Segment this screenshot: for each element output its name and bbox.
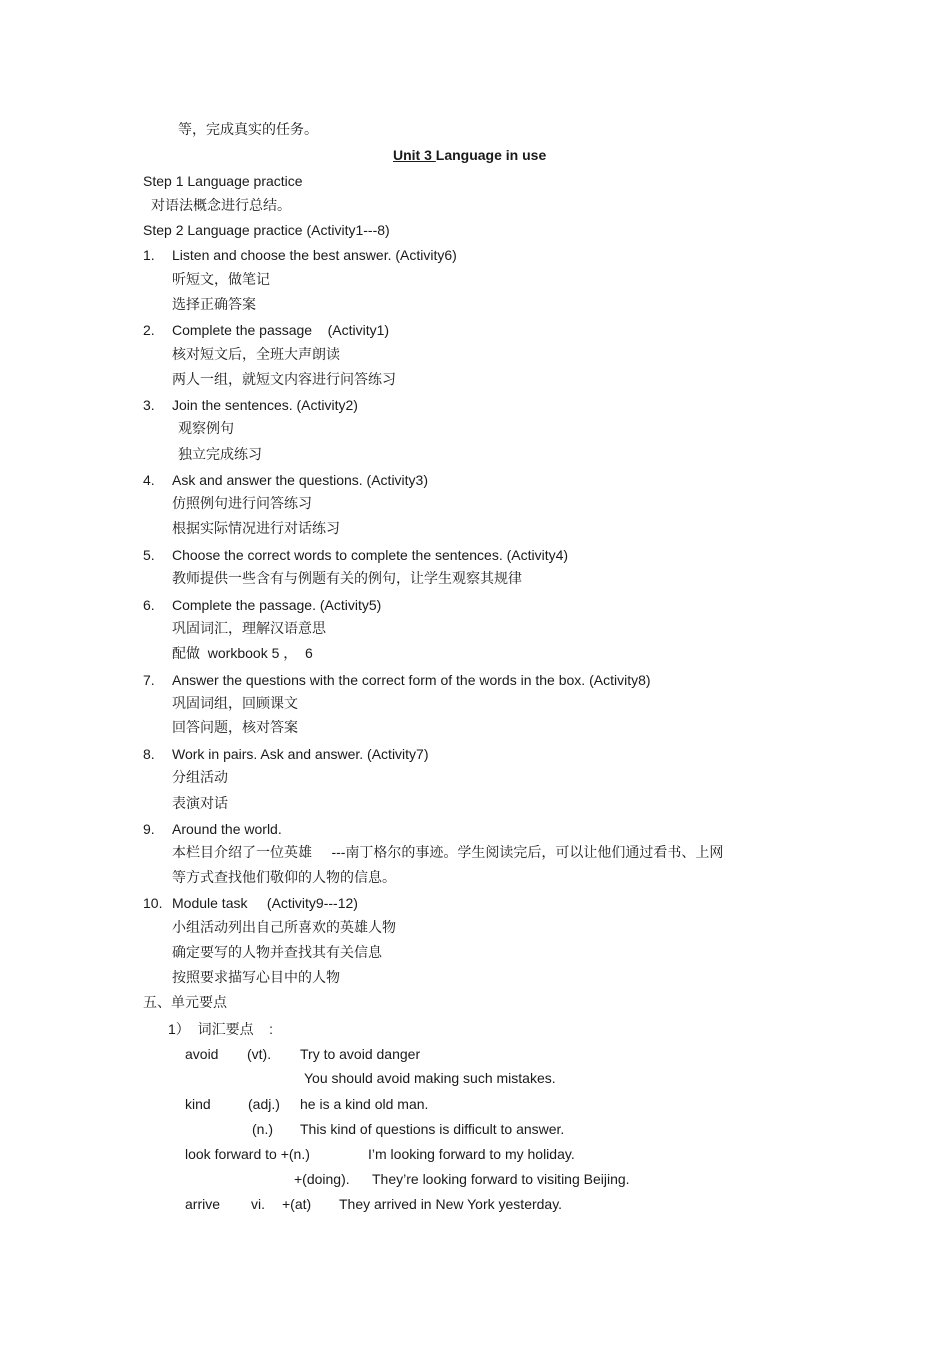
item-number: 5. (143, 547, 155, 563)
vocab-prep: +(at) (282, 1196, 312, 1212)
item-number: 6. (143, 597, 155, 613)
item-text: Complete the passage. (Activity5) (172, 597, 382, 613)
item-note: 回答问题，核对答案 (172, 719, 298, 735)
item-note: 配做 workbook 5 ， 6 (172, 645, 313, 661)
item-note: 巩固词组，回顾课文 (172, 695, 298, 711)
item-note: 独立完成练习 (178, 446, 262, 462)
title-rest: Language in use (435, 147, 547, 163)
item-number: 2. (143, 322, 155, 338)
item-note: 等方式查找他们敬仰的人物的信息。 (172, 869, 396, 885)
item-number: 4. (143, 472, 155, 488)
section-title (393, 146, 546, 164)
item-note: 分组活动 (172, 769, 228, 785)
step1-heading: Step 1 Language practice (143, 173, 303, 189)
item-note: 核对短文后，全班大声朗读 (172, 346, 340, 362)
vocab-pos: +(doing). (294, 1171, 350, 1187)
item-text: Join the sentences. (Activity2) (172, 397, 358, 413)
item-note: 观察例句 (178, 420, 234, 436)
vocab-example: They arrived in New York yesterday. (339, 1196, 563, 1212)
item-note: 小组活动列出自己所喜欢的英雄人物 (172, 919, 396, 935)
vocab-example: They’re looking forward to visiting Beijing. (372, 1171, 630, 1187)
item-note: 按照要求描写心目中的人物 (172, 969, 340, 985)
item-note: 教师提供一些含有与例题有关的例句，让学生观察其规律 (172, 570, 522, 586)
item-text: Work in pairs. Ask and answer. (Activity7) (172, 746, 429, 762)
item-note: 本栏目介绍了一位英雄 ---南丁格尔的事迹。学生阅读完后，可以让他们通过看书、上网 (172, 844, 724, 860)
title-unit: Unit 3 (393, 147, 436, 163)
item-note: 确定要写的人物并查找其有关信息 (172, 944, 382, 960)
vocab-example: This kind of questions is difficult to answer. (300, 1121, 565, 1137)
item-note: 仿照例句进行问答练习 (172, 495, 312, 511)
section5-subheading: 1） 词汇要点 : (168, 1021, 274, 1037)
vocab-pos: (vt). (247, 1046, 272, 1062)
item-text: Around the world. (172, 821, 282, 837)
item-number: 3. (143, 397, 155, 413)
item-text: Complete the passage (Activity1) (172, 322, 390, 338)
vocab-pos: (n.) (252, 1121, 273, 1137)
section5-heading: 五、单元要点 (143, 994, 227, 1010)
item-note: 根据实际情况进行对话练习 (172, 520, 340, 536)
item-note: 选择正确答案 (172, 296, 256, 312)
vocab-word: avoid (185, 1046, 219, 1062)
vocab-word: kind (185, 1096, 211, 1112)
vocab-word: arrive (185, 1196, 221, 1212)
vocab-example: You should avoid making such mistakes. (304, 1070, 556, 1086)
step2-heading: Step 2 Language practice (Activity1---8) (143, 222, 390, 238)
step1-note: 对语法概念进行总结。 (151, 197, 291, 213)
vocab-pos: (adj.) (248, 1096, 280, 1112)
item-note: 巩固词汇，理解汉语意思 (172, 620, 326, 636)
item-number: 1. (143, 247, 155, 263)
vocab-example: Try to avoid danger (300, 1046, 421, 1062)
item-text: Choose the correct words to complete the sentences. (Activity4) (172, 547, 569, 563)
item-number: 7. (143, 672, 155, 688)
vocab-pos: vi. (251, 1196, 265, 1212)
item-number: 10. (143, 895, 163, 911)
item-note: 听短文，做笔记 (172, 271, 270, 287)
item-text: Ask and answer the questions. (Activity3) (172, 472, 429, 488)
item-text: Answer the questions with the correct form of the words in the box. (Activity8) (172, 672, 651, 688)
item-note: 两人一组，就短文内容进行问答练习 (172, 371, 396, 387)
item-text: Module task (Activity9---12) (172, 895, 358, 911)
item-number: 9. (143, 821, 155, 837)
vocab-word: look forward to +(n.) (185, 1146, 310, 1162)
vocab-example: he is a kind old man. (300, 1096, 429, 1112)
vocab-example: I’m looking forward to my holiday. (368, 1146, 575, 1162)
item-number: 8. (143, 746, 155, 762)
intro-tail-text: 等，完成真实的任务。 (178, 121, 318, 137)
item-text: Listen and choose the best answer. (Activity6) (172, 247, 457, 263)
item-note: 表演对话 (172, 795, 228, 811)
